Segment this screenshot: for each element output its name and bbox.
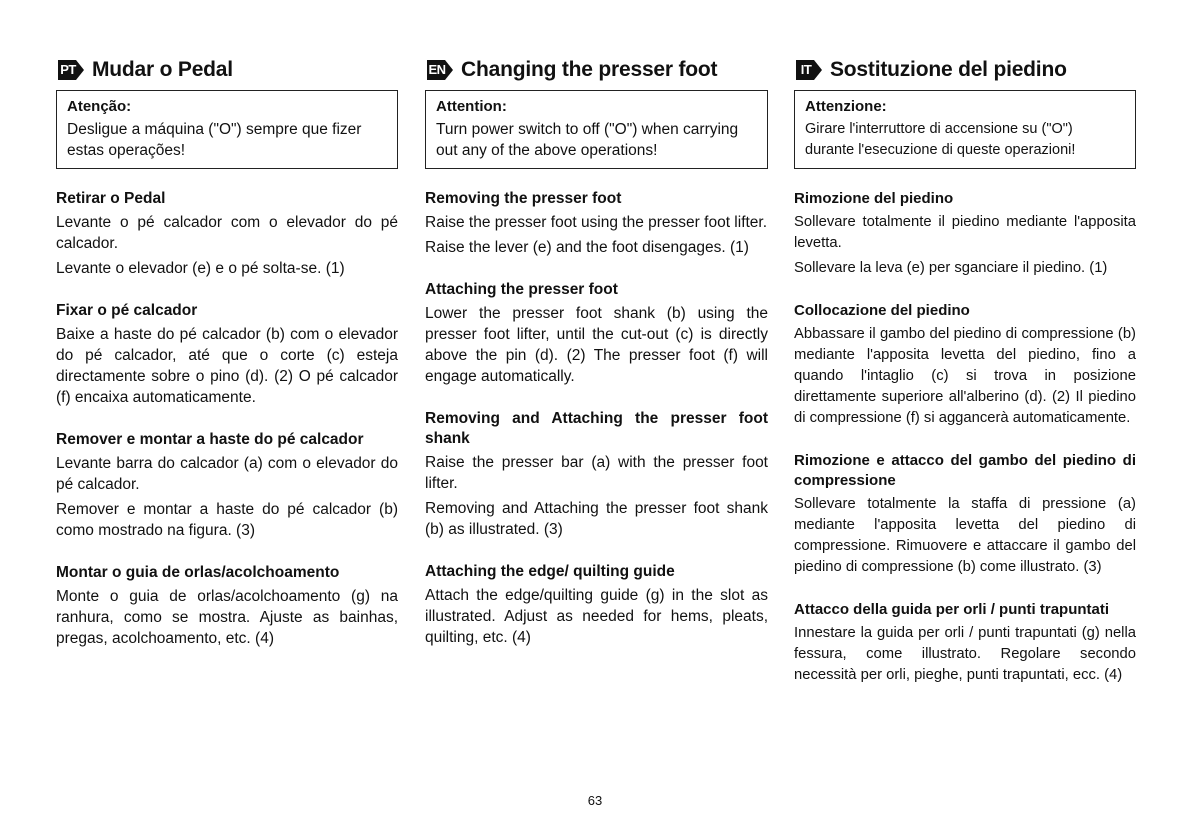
section-title: Mudar o Pedal <box>92 58 233 81</box>
section-heading: Removing and Attaching the presser foot shank <box>425 410 768 447</box>
page-number: 63 <box>587 793 603 808</box>
section-attaching-presser-foot <box>425 280 768 387</box>
paragraph: Sollevare totalmente il piedino mediante l'apposita levetta. <box>794 214 1136 251</box>
section-attacco-guida <box>794 600 1136 686</box>
attention-box <box>794 90 1136 169</box>
attention-title: Atenção: <box>67 98 132 115</box>
section-retirar-pedal <box>56 189 398 279</box>
section-removing-attaching-shank <box>425 409 768 540</box>
attention-box <box>56 90 398 169</box>
attention-text: Turn power switch to off ("O") when carrying out any of the above operations! <box>436 121 739 159</box>
column-header <box>794 56 1136 84</box>
paragraph: Sollevare la leva (e) per sganciare il piedino. (1) <box>794 260 1108 276</box>
paragraph: Innestare la guida per orli / punti trapuntati (g) nella fessura, come illustrato. Regolare secondo necessità per orli, pieghe, punti trapuntati, ecc. (4) <box>794 625 1136 683</box>
language-badge-icon: PT <box>56 58 86 82</box>
section-heading: Rimozione e attacco del gambo del piedino di compressione <box>794 452 1136 489</box>
paragraph: Lower the presser foot shank (b) using the presser foot lifter, until the cut-out (c) is directly above the pin (d). (2) The presser foot (f) will engage automatically. <box>425 305 768 385</box>
section-removing-presser-foot <box>425 189 768 258</box>
section-heading: Fixar o pé calcador <box>56 302 198 319</box>
paragraph: Raise the presser bar (a) with the presser foot lifter. <box>425 454 768 492</box>
column-italian <box>794 56 1136 708</box>
attention-text: Desligue a máquina ("O") sempre que fizer estas operações! <box>67 121 362 159</box>
column-english <box>425 56 768 670</box>
section-attaching-edge-guide <box>425 562 768 648</box>
section-title: Sostituzione del piedino <box>830 58 1067 81</box>
paragraph: Levante o pé calcador com o elevador do pé calcador. <box>56 214 398 252</box>
paragraph: Abbassare il gambo del piedino di compressione (b) mediante l'apposita levetta del piedino, fino a quando l'intaglio (c) si trova in posizione direttamente superiore all'alberino (d). (2) Il piedino di compressione (f) si aggancerà automaticamente. <box>794 326 1136 426</box>
section-rimozione-piedino <box>794 189 1136 279</box>
attention-title: Attenzione: <box>805 98 887 115</box>
section-heading: Retirar o Pedal <box>56 190 166 207</box>
attention-title: Attention: <box>436 98 507 115</box>
section-heading: Remover e montar a haste do pé calcador <box>56 431 364 448</box>
paragraph: Removing and Attaching the presser foot shank (b) as illustrated. (3) <box>425 500 768 538</box>
section-heading: Attaching the edge/ quilting guide <box>425 563 675 580</box>
section-remover-montar-haste <box>56 430 398 541</box>
paragraph: Levante o elevador (e) e o pé solta-se. (1) <box>56 260 345 277</box>
section-montar-guia <box>56 563 398 649</box>
section-heading: Collocazione del piedino <box>794 302 970 319</box>
section-fixar-pe-calcador <box>56 301 398 408</box>
paragraph: Raise the lever (e) and the foot disengages. (1) <box>425 239 749 256</box>
attention-box <box>425 90 768 169</box>
section-heading: Montar o guia de orlas/acolchoamento <box>56 564 340 581</box>
paragraph: Remover e montar a haste do pé calcador (b) como mostrado na figura. (3) <box>56 501 398 539</box>
section-heading: Attacco della guida per orli / punti trapuntati <box>794 601 1110 618</box>
paragraph: Attach the edge/quilting guide (g) in the slot as illustrated. Adjust as needed for hems, pleats, quilting, etc. (4) <box>425 587 768 646</box>
language-badge-icon: IT <box>794 58 824 82</box>
column-header <box>56 56 398 84</box>
attention-text: Girare l'interruttore di accensione su ("O") durante l'esecuzione di queste operazioni! <box>805 121 1076 158</box>
paragraph: Baixe a haste do pé calcador (b) com o elevador do pé calcador, até que o corte (c) esteja directamente sobre o pino (d). (2) O pé calcador (f) encaixa automaticamente. <box>56 326 398 406</box>
section-heading: Rimozione del piedino <box>794 190 954 207</box>
section-heading: Attaching the presser foot <box>425 281 618 298</box>
column-portuguese <box>56 56 398 671</box>
paragraph: Sollevare totalmente la staffa di pressione (a) mediante l'apposita levetta del piedino di compressione. Rimuovere e attaccare il gambo del piedino di compressione (b) come illustrato. (3) <box>794 496 1136 575</box>
section-heading: Removing the presser foot <box>425 190 622 207</box>
paragraph: Monte o guia de orlas/acolchoamento (g) na ranhura, como se mostra. Ajuste as bainhas, pregas, acolchoamento, etc. (4) <box>56 588 398 647</box>
section-collocazione-piedino <box>794 301 1136 429</box>
paragraph: Levante barra do calcador (a) com o elevador do pé calcador. <box>56 455 398 493</box>
language-badge-icon: EN <box>425 58 455 82</box>
paragraph: Raise the presser foot using the presser foot lifter. <box>425 214 768 231</box>
section-rimozione-attacco-gambo <box>794 451 1136 578</box>
section-title: Changing the presser foot <box>461 58 718 81</box>
column-header <box>425 56 768 84</box>
